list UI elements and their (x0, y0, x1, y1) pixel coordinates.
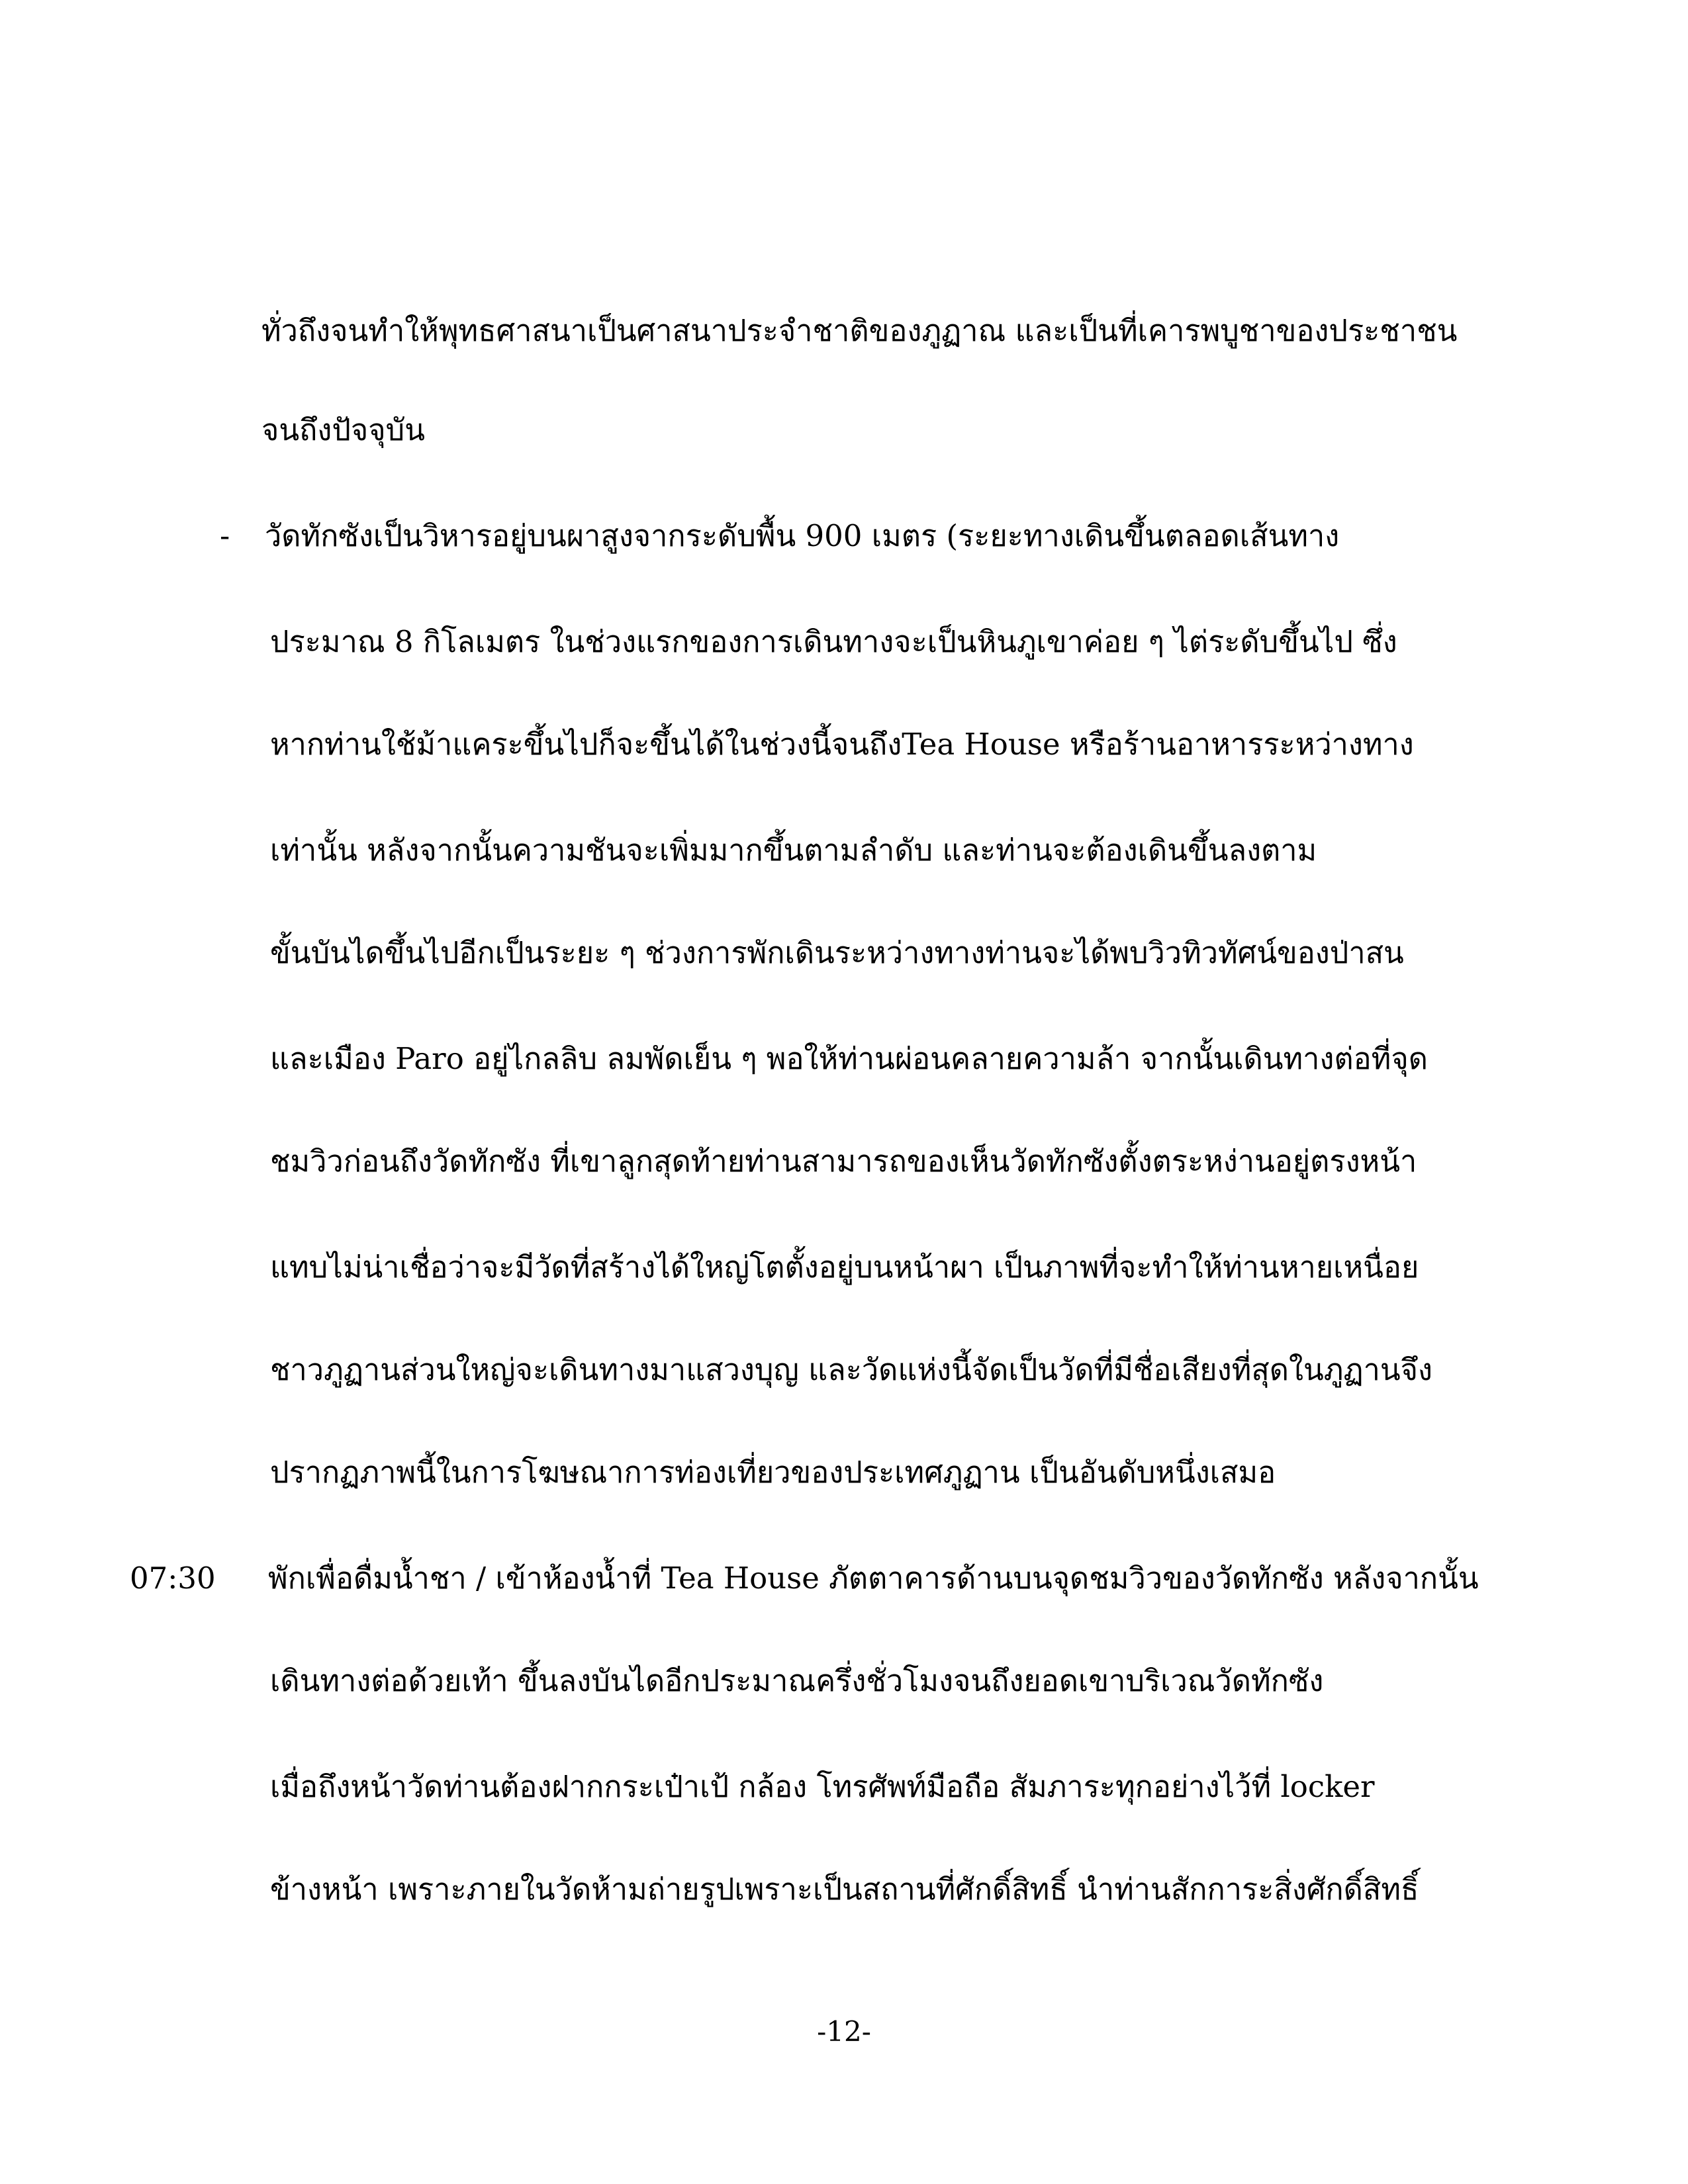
itinerary-line: พักเพื่อดื่มน้ำชา / เข้าห้องน้ำที่ Tea House ภัตตาคารด้านบนจุดชมวิวของวัดทักซัง หลังจากนั้น (268, 1561, 1479, 1596)
time-label: 07:30 (130, 1561, 216, 1596)
bullet-line: แทบไม่น่าเชื่อว่าจะมีวัดที่สร้างได้ใหญ่โตตั้งอยู่บนหน้าผา เป็นภาพที่จะทำให้ท่านหายเหนื่อย (270, 1250, 1419, 1285)
paragraph-line: จนถึงปัจจุบัน (261, 412, 425, 447)
bullet-line: ชาวภูฏานส่วนใหญ่จะเดินทางมาแสวงบุญ และวัดแห่งนี้จัดเป็นวัดที่มีชื่อเสียงที่สุดในภูฏานจึง (270, 1352, 1432, 1387)
itinerary-line: ข้างหน้า เพราะภายในวัดห้ามถ่ายรูปเพราะเป็นสถานที่ศักดิ์สิทธิ์ นำท่านสักการะสิ่งศักดิ์สิทธิ์ (270, 1872, 1419, 1907)
bullet-line: ขั้นบันไดขึ้นไปอีกเป็นระยะ ๆ ช่วงการพักเดินระหว่างทางท่านจะได้พบวิวทิวทัศน์ของป่าสน (270, 935, 1404, 970)
paragraph-line: ทั่วถึงจนทำให้พุทธศาสนาเป็นศาสนาประจำชาติของภูฏาณ และเป็นที่เคารพบูชาของประชาชน (261, 313, 1458, 348)
bullet-line: หากท่านใช้ม้าแคระขึ้นไปก็จะขึ้นได้ในช่วงนี้จนถึงTea House หรือร้านอาหารระหว่างทาง (270, 727, 1414, 762)
bullet-line: ชมวิวก่อนถึงวัดทักซัง ที่เขาลูกสุดท้ายท่านสามารถของเห็นวัดทักซังตั้งตระหง่านอยู่ตรงหน้า (270, 1144, 1417, 1179)
bullet-line: และเมือง Paro อยู่ไกลลิบ ลมพัดเย็น ๆ พอให้ท่านผ่อนคลายความล้า จากนั้นเดินทางต่อที่จุด (270, 1041, 1428, 1076)
bullet-line: เท่านั้น หลังจากนั้นความชันจะเพิ่มมากขึ้นตามลำดับ และท่านจะต้องเดินขึ้นลงตาม (270, 833, 1317, 868)
itinerary-line: เดินทางต่อด้วยเท้า ขึ้นลงบันไดอีกประมาณครึ่งชั่วโมงจนถึงยอดเขาบริเวณวัดทักซัง (270, 1663, 1324, 1698)
bullet-line: ปรากฏภาพนี้ในการโฆษณาการท่องเที่ยวของประเทศภูฏาน เป็นอันดับหนึ่งเสมอ (270, 1455, 1276, 1490)
bullet-line: ประมาณ 8 กิโลเมตร ในช่วงแรกของการเดินทางจะเป็นหินภูเขาค่อย ๆ ไต่ระดับขึ้นไป ซึ่ง (270, 624, 1397, 659)
bullet-line: วัดทักซังเป็นวิหารอยู่บนผาสูงจากระดับพื้น 900 เมตร (ระยะทางเดินขึ้นตลอดเส้นทาง (265, 518, 1340, 553)
page-number: -12- (817, 2015, 871, 2048)
itinerary-line: เมื่อถึงหน้าวัดท่านต้องฝากกระเป๋าเป้ กล้อง โทรศัพท์มือถือ สัมภาระทุกอย่างไว้ที่ locker (270, 1769, 1375, 1804)
bullet-marker: - (220, 518, 230, 553)
